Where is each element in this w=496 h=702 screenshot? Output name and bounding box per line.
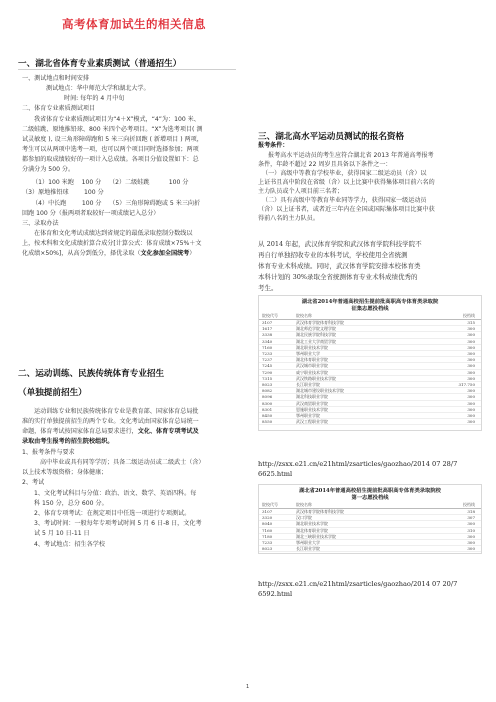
cell-score: 300 <box>467 413 475 419</box>
s3-para-line: （一）高级中等教育学校毕业，获得国家二级运动员（含）以 <box>262 170 427 177</box>
cell-score: 300 <box>467 521 475 527</box>
score-line: 回跑 100 分（报两项者取较好一项成绩记入总分） <box>22 210 160 217</box>
section-2-heading: 二、运动训练、民族传统体育专业招生 <box>18 369 165 379</box>
cell-code: 7233 <box>262 540 273 546</box>
cell-score: 300 <box>467 357 475 363</box>
source-link-2[interactable]: http://zsxx.e21.cn/e21html/zsarticles/gaozhao/2014 07 20/7 <box>258 580 458 588</box>
cell-score: 300 <box>467 363 475 369</box>
table-1-title: 湖北省2014年普通高校招生提前批高职高专体育类录取院 <box>301 299 439 305</box>
s3-note-line: 考生。 <box>258 284 278 292</box>
section-3-subheading: 报考条件： <box>258 142 289 149</box>
s2-list-line: 3、考试时间：一般每年专项考试时间 5 月 6 日-8 日，文化考 <box>34 520 202 527</box>
s2-list-line: 科 150 分，总分 600 分。 <box>34 500 108 507</box>
s2-list-line: 2、体育专项考试：在规定项目中任选一项进行专项测试。 <box>34 510 191 517</box>
section-1-rule <box>18 69 236 70</box>
cell-score: 300 <box>467 351 475 357</box>
cell-code: 8096 <box>262 394 273 400</box>
section-1-heading: 一、湖北省体育专业素质测试（普通招生） <box>18 59 182 69</box>
cell-score: 300 <box>467 326 475 332</box>
cell-code: 7245 <box>262 363 273 369</box>
s1-time: 时间: 每年的 4 月中旬 <box>64 95 125 102</box>
s2-para-text: 命题，体育考试按国家体育总局要求进行， <box>22 428 138 435</box>
cell-name: 长江职业学院 <box>296 546 320 552</box>
table-2-col-code: 院校代号 <box>262 502 278 507</box>
score-line: （4）中长跑 100 分 （5）三角形障碍跑或 5 米三向折 <box>32 200 201 207</box>
page-number: 1 <box>246 684 250 690</box>
cell-name: 湖北体育职业学院 <box>296 527 328 533</box>
cell-score: 300 <box>467 400 475 406</box>
cell-name: 鄂州职业学院 <box>296 413 320 419</box>
table-2-title: 湖北省2014年普通高校招生提前批高职高专体育类录取院校 <box>299 488 441 494</box>
cell-score: 300 <box>467 419 475 425</box>
s2-list-line: 1、报考条件与要求 <box>22 449 75 456</box>
cell-score: 300 <box>467 338 475 344</box>
s3-note-line: 再自行单独招收专业的本科考试，学校使用全省统测 <box>258 251 408 259</box>
s1-para-line: 二级蛙跳、原地推铅球、800 米四个必考项目。“X”为选考项目( 测 <box>22 126 203 133</box>
score-table-1 <box>258 295 482 431</box>
s1-item-1: 一、测试地点和时间安排 <box>22 75 90 82</box>
table-2-subtitle: 第一志愿投档线 <box>351 495 389 501</box>
cell-name: 湖北科技职业学院 <box>296 394 328 400</box>
cell-name: 武汉铁路职业技术学院 <box>296 375 336 381</box>
cell-code: 8023 <box>262 546 273 552</box>
cell-name: 湖北职业技术学院 <box>296 344 328 350</box>
cell-score: 317.750 <box>458 382 475 388</box>
source-link-1[interactable]: http://zsxx.e21.cn/e21html/zsarticles/gaozhao/2014 07 28/7 <box>258 460 458 468</box>
s2-list-line: 高中毕业或具有同等学历；具备二级运动员或二级武士（含） <box>40 459 205 466</box>
table-2-body <box>259 509 481 552</box>
s2-list-line: 2、考试 <box>22 479 45 486</box>
cell-code: 3107 <box>262 320 273 325</box>
table-row <box>259 546 481 552</box>
table-1-subtitle: 征集志愿投档线 <box>351 306 389 312</box>
cell-name: 咸宁职业技术学院 <box>296 369 328 375</box>
cell-name: 长江职业学院 <box>296 382 320 388</box>
cell-score: 300 <box>467 406 475 412</box>
s1-para-text: ） <box>189 250 196 257</box>
cell-code: 8023 <box>262 382 273 388</box>
cell-code: 7290 <box>262 369 273 375</box>
s2-list-line: 以上技术等级资格；身体健康； <box>22 469 108 476</box>
cell-name: 鄂州职业大学 <box>296 351 320 357</box>
cell-score: 300 <box>467 375 475 381</box>
cell-score: 315 <box>467 320 475 325</box>
s3-para-line: 条件，年龄不超过 22 周岁且具备以下条件之一： <box>258 161 392 168</box>
s2-list-line: 4、考试地点：招生各学校 <box>34 541 105 548</box>
s3-para-line: （含）以上证书者，或者近三年内在全国或国际集体项目比赛中获 <box>258 206 435 213</box>
source-link-2-cont[interactable]: 6592.html <box>258 590 293 598</box>
s3-para-line: 主力队员或个人项目前三名者； <box>258 188 344 195</box>
table-1-col-code: 院校代号 <box>262 313 278 318</box>
cell-code: 1617 <box>262 326 273 332</box>
table-2-col-score: 投档线 <box>463 502 475 507</box>
s1-para-line <box>22 249 195 259</box>
cell-score: 300 <box>467 533 475 539</box>
table-1-col-name: 院校名称 <box>296 313 312 318</box>
s3-note-line: 体育专业术科成绩。同时，武汉体育学院安排本校体育类 <box>258 262 421 270</box>
s1-para-line: 考生可以从两项中选考一项，也可以两个项目同时选择参加；两项 <box>22 146 199 153</box>
cell-code: 8040 <box>262 521 273 527</box>
cell-score: 300 <box>467 540 475 546</box>
s1-para-line: 都参加的取成绩较好的一项计入总成绩。各项目分值设置如下：总 <box>22 156 199 163</box>
s2-para-line: 准的实行单独提前招生的两个专业。文化考试由国家体育总局统一 <box>22 418 199 425</box>
cell-name: 湖北民族学院科技学院 <box>296 332 336 338</box>
s3-note-line: 本科计划的 30%录取全省统测体育专业术科成绩优秀的 <box>258 273 418 281</box>
cell-score: 310 <box>467 527 475 533</box>
table-1-col-score: 投档线 <box>463 313 475 318</box>
s3-para-line: 上证书且高中阶段在省级（含）以上比赛中获得集体项目前六名的 <box>258 179 435 186</box>
s1-para-bold: 文化参加全国统考 <box>140 250 190 257</box>
cell-score: 300 <box>467 332 475 338</box>
s1-para-line: 在体育和文化考试成绩达到省规定的最低录取控制分数线以 <box>34 230 193 237</box>
cell-name: 武汉城市职业学院 <box>296 363 328 369</box>
s2-para-line <box>22 427 199 437</box>
cell-code: 3340 <box>262 338 273 344</box>
cell-score: 300 <box>467 388 475 394</box>
score-line: （1）100 米跑 100 分 （2）二级蛙跳 100 分 <box>32 179 189 186</box>
document-title: 高考体育加试生的相关信息 <box>62 17 206 31</box>
cell-code: 7233 <box>262 351 273 357</box>
cell-score: 300 <box>467 369 475 375</box>
cell-score: 318 <box>467 509 475 514</box>
cell-name: 湖北工业大学商贸学院 <box>296 338 336 344</box>
cell-score: 300 <box>467 344 475 350</box>
cell-name: 武汉商贸职业学院 <box>296 400 328 406</box>
section-3-heading: 三、湖北高水平运动员测试的报名资格 <box>258 132 405 142</box>
s3-para-line: （二）具有高级中等教育毕业同等学力，获得国家一级运动员 <box>262 197 427 204</box>
cell-score: 300 <box>467 394 475 400</box>
cell-code: 7237 <box>262 357 273 363</box>
cell-name: 湖北职业技术学院 <box>296 521 328 527</box>
source-link-1-cont[interactable]: 6625.html <box>258 470 293 478</box>
s3-para-line: 报考高水平运动员的考生应符合湖北省 2013 年普通高考报考 <box>268 152 434 159</box>
s2-para-bold: 文化、体育专项考试及 <box>137 428 199 435</box>
cell-code: 7180 <box>262 533 273 539</box>
score-table-2 <box>258 484 482 554</box>
cell-code: 8300 <box>262 400 273 406</box>
s2-para-line: 运动训练专业和民族传统体育专业是教育部、国家体育总局批 <box>34 408 199 415</box>
cell-code: 8550 <box>262 419 273 425</box>
s1-para-line: 试灵敏度 ), 设三角形障碍跑和 5 米三向折回跑 ( 新增项目 ) 两项， <box>22 136 203 143</box>
s2-list-line: 试 5 月 10 日-11 日 <box>34 530 90 537</box>
cell-name: 湖北体育职业学院 <box>296 357 328 363</box>
cell-code: 8301 <box>262 406 273 412</box>
s3-note-line: 从 2014 年起，武汉体育学院和武汉体育学院科技学院不 <box>258 240 422 248</box>
cell-name: 湖北城市建设职业技术学院 <box>296 388 344 394</box>
s2-para-line: 录取由考生报考的招生院校组织。 <box>22 438 114 445</box>
table-2-col-name: 院校名称 <box>296 502 312 507</box>
cell-name: 汉口学院 <box>296 515 312 521</box>
cell-name: 武汉体育学院体育科技学院 <box>296 320 344 325</box>
s3-para-line: 得前八名的主力队员。 <box>258 215 319 222</box>
cell-code: 3107 <box>262 509 273 514</box>
cell-code: 3320 <box>262 515 273 521</box>
cell-score: 307 <box>467 515 475 521</box>
cell-name: 武汉工程职业学院 <box>296 419 328 425</box>
cell-score: 300 <box>467 546 475 552</box>
s1-item-3: 三、录取办法 <box>22 220 59 227</box>
cell-name: 武汉体育学院体育科技学院 <box>296 509 344 514</box>
cell-code: 7160 <box>262 527 273 533</box>
score-line: （3）原地推铅球 100 分 <box>22 189 104 196</box>
cell-name: 恩施职业技术学院 <box>296 406 328 412</box>
cell-name: 湖北师范学院文理学院 <box>296 326 336 332</box>
cell-code: 7315 <box>262 375 273 381</box>
s2-list-line: 1、文化考试科目与分值：政治、语文、数学、英语四科。每 <box>34 490 197 497</box>
s1-para-line: 分满分为 500 分。 <box>22 166 75 173</box>
cell-name: 鄂州职业大学 <box>296 540 320 546</box>
s1-location: 测试地点：华中师范大学和湖北大学。 <box>46 85 150 92</box>
table-2-header <box>259 502 481 509</box>
table-1-header <box>259 313 481 320</box>
cell-code: 8450 <box>262 413 273 419</box>
section-2-subheading: （单独提前招生） <box>18 388 87 398</box>
cell-code: 8082 <box>262 388 273 394</box>
s1-para-text: 化成绩×50%]，从高分到低分，择优录取（ <box>22 250 141 257</box>
cell-name: 湖北三峡职业技术学院 <box>296 533 336 539</box>
cell-code: 3338 <box>262 332 273 338</box>
s1-para-line: 我省体育专业素质测试项目为“4＋X”模式，“4”为：100 米、 <box>34 116 200 123</box>
cell-code: 7160 <box>262 344 273 350</box>
table-row <box>259 419 481 425</box>
s1-item-2: 二、体育专业素质测试项目 <box>22 105 96 112</box>
s1-para-line: 上，按术科和文化成绩折算合成分[计算公式：体育成绩×75%＋文 <box>22 240 202 247</box>
table-1-body <box>259 320 481 425</box>
